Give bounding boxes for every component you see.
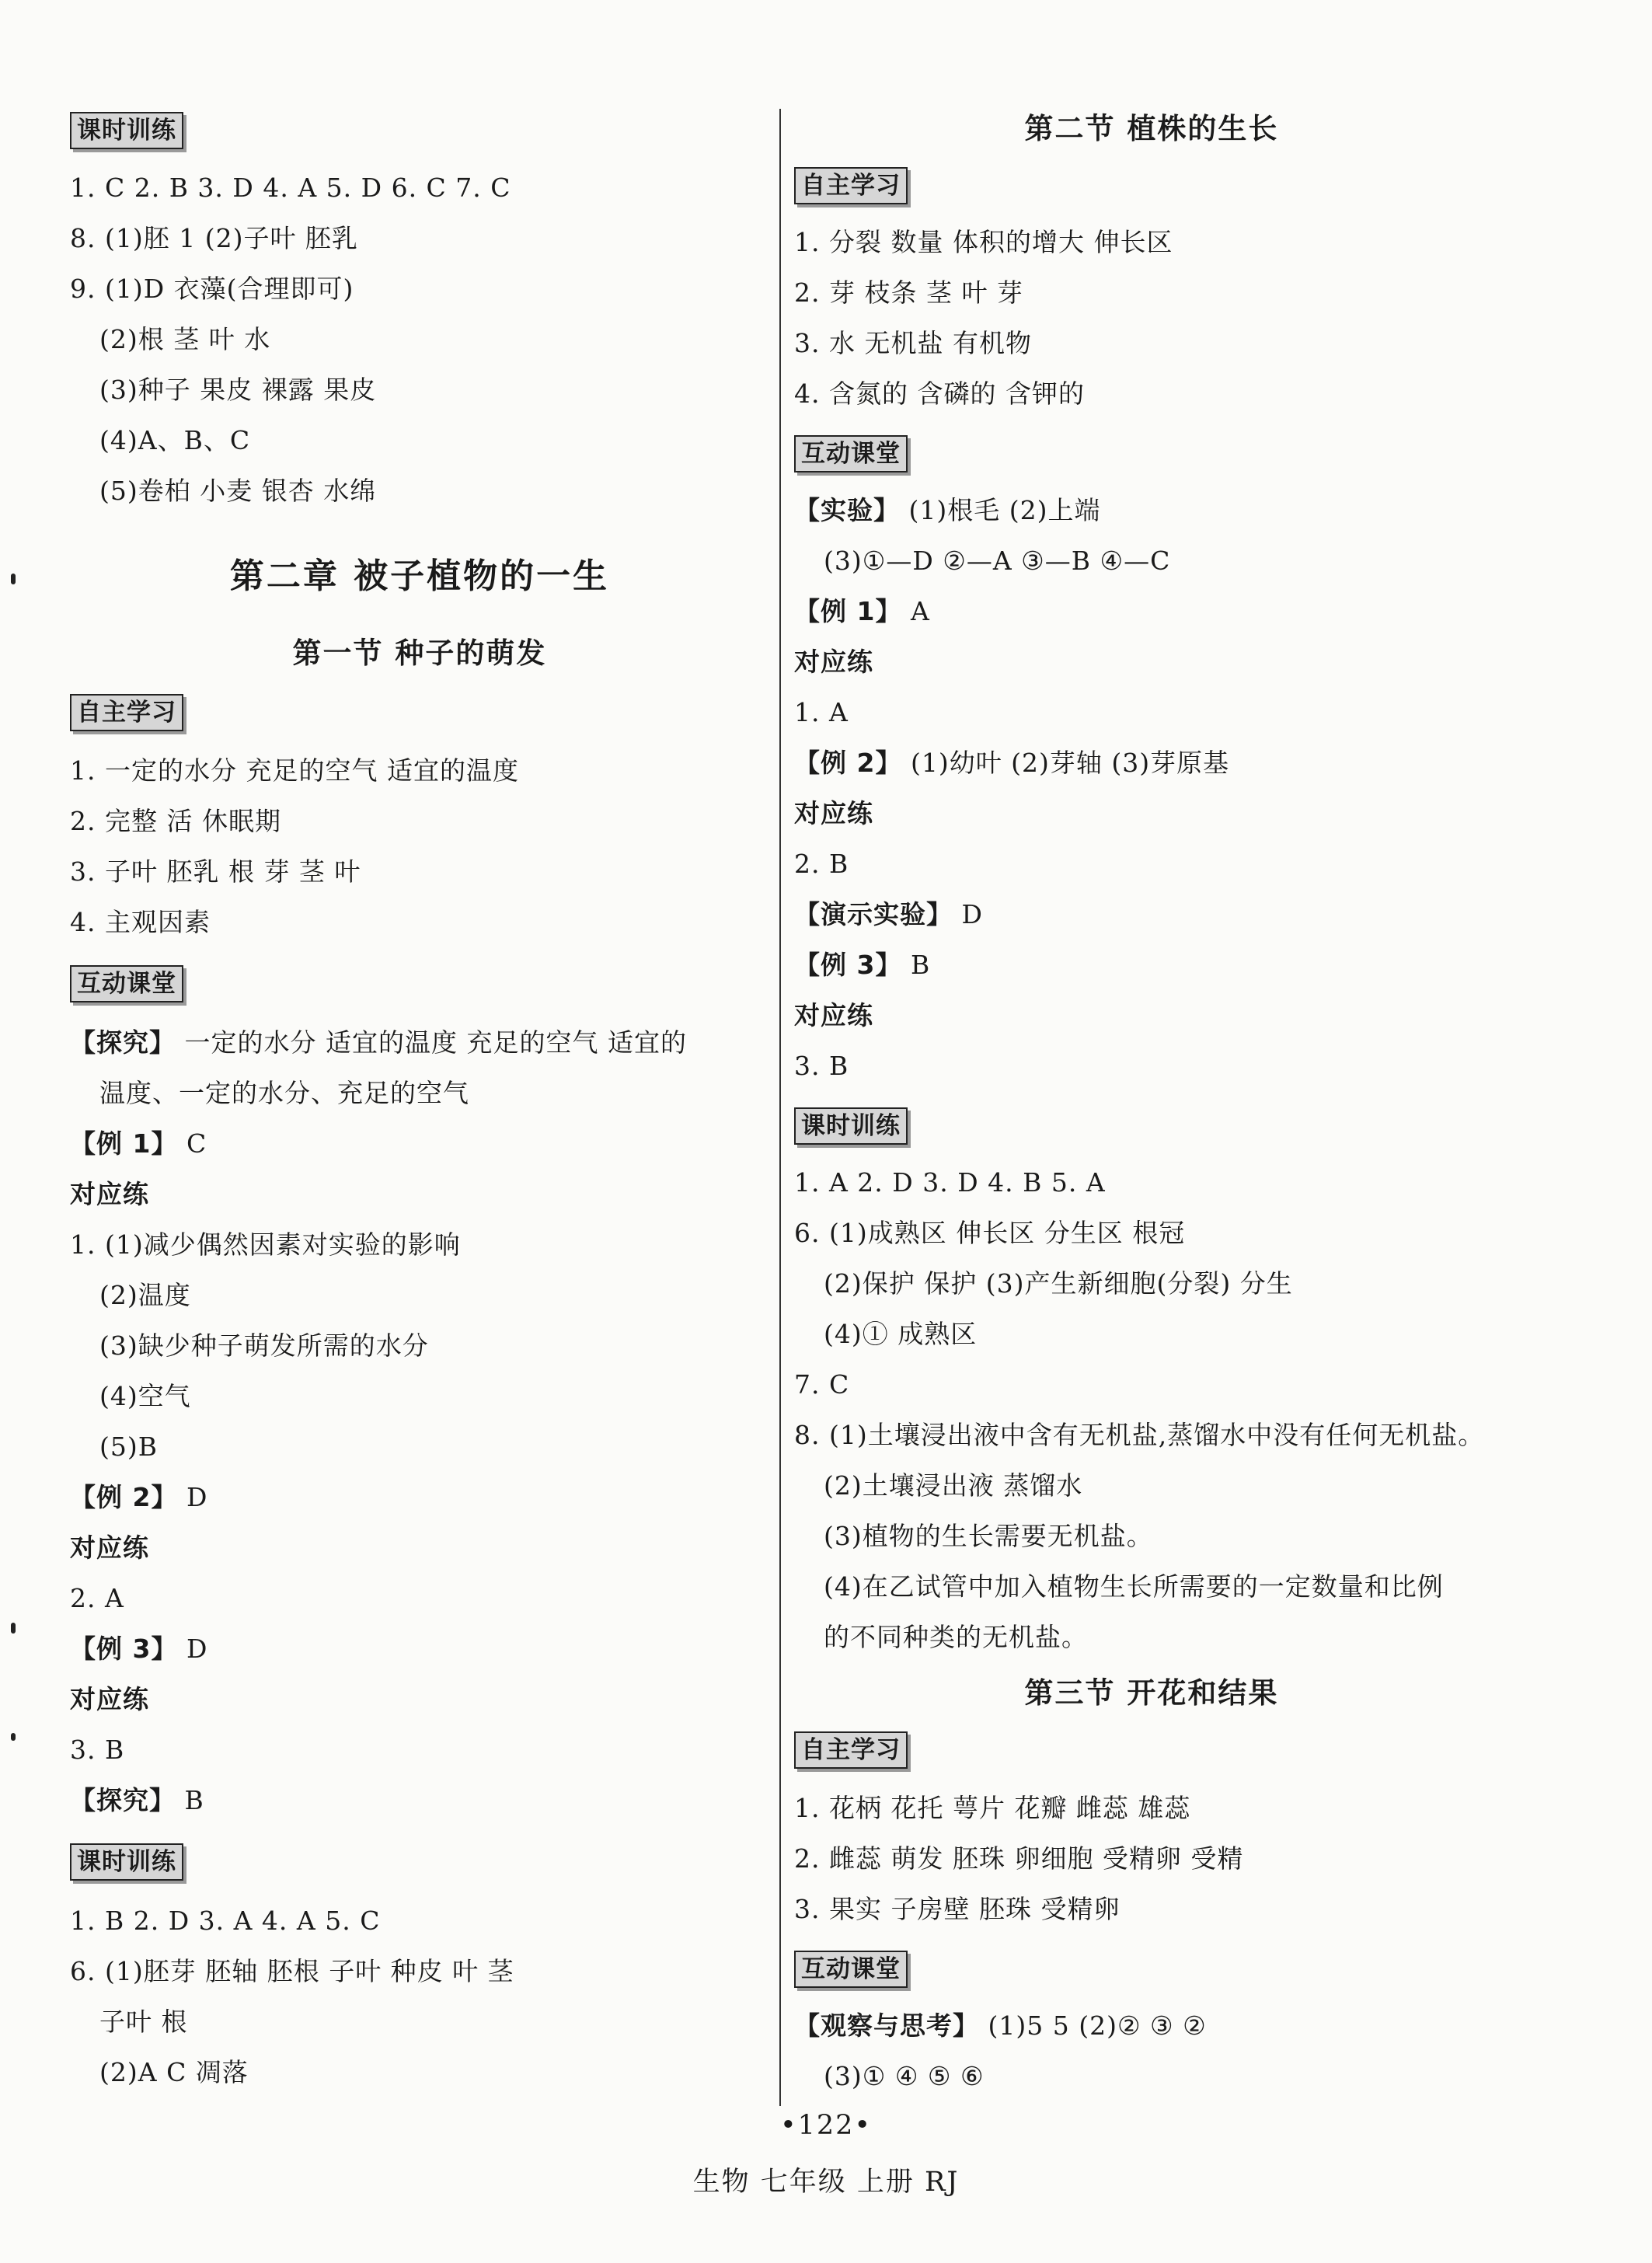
answer-line: 1. A 2. D 3. D 4. B 5. A	[794, 1167, 1106, 1198]
answer-line: 3. B	[794, 1051, 849, 1081]
bracket-label: 【例 1】	[70, 1128, 178, 1159]
subheading-duiyinglian: 对应练	[794, 798, 873, 828]
section-title: 第一节 种子的萌发	[292, 636, 547, 670]
answer-line: 8. (1)胚 1 (2)子叶 胚乳	[70, 223, 358, 253]
answer-line: 3. 水 无机盐 有机物	[794, 328, 1032, 358]
section-tag-zizhu-xuexi: 自主学习	[794, 167, 908, 204]
answer-line	[794, 595, 930, 629]
answer-text: (1)幼叶 (2)芽轴 (3)芽原基	[901, 748, 1230, 778]
page-number: •122•	[779, 2110, 873, 2141]
column-divider	[779, 109, 781, 2106]
answer-text: B	[901, 950, 931, 980]
bracket-label: 【探究】	[70, 1027, 176, 1058]
answer-text: 一定的水分 适宜的温度 充足的空气 适宜的	[176, 1027, 687, 1058]
answer-line: 1. (1)减少偶然因素对实验的影响	[70, 1229, 461, 1260]
answer-line: 1. B 2. D 3. A 4. A 5. C	[70, 1906, 381, 1936]
section-tag-zizhu-xuexi: 自主学习	[70, 694, 183, 731]
section-tag-hudong-ketang: 互动课堂	[70, 965, 183, 1002]
bracket-label: 【例 2】	[70, 1482, 178, 1512]
section-tag-hudong-ketang: 互动课堂	[794, 1951, 908, 1988]
answer-line: (3)种子 果皮 裸露 果皮	[99, 375, 377, 405]
bracket-label: 【例 3】	[794, 950, 902, 980]
answer-line: 温度、一定的水分、充足的空气	[99, 1078, 469, 1108]
answer-text: A	[901, 596, 930, 626]
answer-text: B	[176, 1785, 204, 1815]
answer-line	[70, 1026, 687, 1060]
answer-line	[70, 1784, 204, 1818]
answer-line: (4)A、B、C	[99, 425, 251, 455]
answer-line: (2)保护 保护 (3)产生新细胞(分裂) 分生	[824, 1268, 1293, 1299]
margin-mark	[11, 574, 16, 584]
section-tag-keshi-xunlian: 课时训练	[70, 112, 183, 149]
answer-line	[794, 948, 930, 982]
answer-line: (3)植物的生长需要无机盐。	[824, 1521, 1153, 1551]
answer-line: 2. 雌蕊 萌发 胚珠 卵细胞 受精卵 受精	[794, 1843, 1244, 1874]
answer-line	[794, 2009, 1207, 2043]
answer-line: (2)根 茎 叶 水	[99, 324, 271, 354]
answer-text: (1)5 5 (2)② ③ ②	[979, 2010, 1207, 2041]
answer-line	[794, 493, 1100, 528]
answer-line: (2)土壤浸出液 蒸馏水	[824, 1470, 1083, 1501]
answer-line: 1. 分裂 数量 体积的增大 伸长区	[794, 227, 1173, 257]
answer-text: D	[953, 899, 983, 929]
answer-text: C	[177, 1128, 207, 1159]
bracket-label: 【观察与思考】	[794, 2010, 979, 2041]
section-title: 第二节 植株的生长	[1024, 112, 1279, 145]
answer-line: (4)① 成熟区	[824, 1319, 978, 1349]
answer-line: 2. A	[70, 1583, 124, 1613]
answer-line: 6. (1)胚芽 胚轴 胚根 子叶 种皮 叶 茎	[70, 1956, 514, 1986]
answer-line: 1. C 2. B 3. D 4. A 5. D 6. C 7. C	[70, 173, 511, 203]
answer-line: (3)① ④ ⑤ ⑥	[824, 2061, 985, 2091]
answer-line: 3. 果实 子房壁 胚珠 受精卵	[794, 1894, 1121, 1924]
answer-line: 2. B	[794, 849, 849, 879]
answer-line: (4)空气	[99, 1381, 191, 1411]
answer-line: (4)在乙试管中加入植物生长所需要的一定数量和比例	[824, 1571, 1444, 1602]
section-tag-hudong-ketang: 互动课堂	[794, 435, 908, 472]
answer-line: 6. (1)成熟区 伸长区 分生区 根冠	[794, 1218, 1186, 1248]
answer-line: 4. 含氮的 含磷的 含钾的	[794, 378, 1085, 409]
subheading-duiyinglian: 对应练	[70, 1179, 149, 1209]
answer-line: 1. A	[794, 697, 849, 727]
answer-line: 2. 完整 活 休眠期	[70, 806, 281, 836]
answer-line	[70, 1632, 207, 1666]
answer-line: 8. (1)土壤浸出液中含有无机盐,蒸馏水中没有任何无机盐。	[794, 1420, 1485, 1450]
answer-line	[70, 1480, 207, 1515]
answer-line: (5)B	[99, 1431, 158, 1462]
answer-line: 1. 一定的水分 充足的空气 适宜的温度	[70, 755, 519, 786]
bracket-label: 【例 1】	[794, 596, 902, 626]
answer-text: D	[177, 1482, 208, 1512]
answer-line: 9. (1)D 衣藻(合理即可)	[70, 274, 354, 304]
answer-line: 子叶 根	[99, 2007, 188, 2037]
section-tag-zizhu-xuexi: 自主学习	[794, 1731, 908, 1769]
subheading-duiyinglian: 对应练	[794, 647, 873, 677]
section-tag-keshi-xunlian: 课时训练	[794, 1107, 908, 1145]
bracket-label: 【例 2】	[794, 748, 902, 778]
answer-line: 1. 花柄 花托 萼片 花瓣 雌蕊 雄蕊	[794, 1793, 1191, 1823]
answer-line: (2)A C 凋落	[99, 2057, 249, 2087]
answer-line: 3. B	[70, 1735, 125, 1765]
chapter-title: 第二章 被子植物的一生	[229, 556, 610, 596]
answer-line: (3)①—D ②—A ③—B ④—C	[824, 546, 1171, 576]
book-info: 生物 七年级 上册 RJ	[692, 2167, 960, 2198]
answer-line: (3)缺少种子萌发所需的水分	[99, 1330, 429, 1361]
answer-line: 4. 主观因素	[70, 907, 211, 937]
answer-text: (1)根毛 (2)上端	[900, 495, 1101, 525]
bracket-label: 【例 3】	[70, 1634, 178, 1664]
answer-line	[794, 898, 983, 932]
subheading-duiyinglian: 对应练	[794, 1000, 873, 1030]
section-title: 第三节 开花和结果	[1024, 1676, 1279, 1710]
answer-line	[70, 1127, 207, 1161]
answer-line: (2)温度	[99, 1280, 191, 1310]
answer-line: 的不同种类的无机盐。	[824, 1622, 1088, 1652]
subheading-duiyinglian: 对应练	[70, 1532, 149, 1563]
answer-line: 2. 芽 枝条 茎 叶 芽	[794, 277, 1023, 308]
margin-mark	[11, 1733, 16, 1741]
answer-line	[794, 746, 1229, 780]
subheading-duiyinglian: 对应练	[70, 1684, 149, 1714]
bracket-label: 【演示实验】	[794, 899, 953, 929]
answer-line: (5)卷柏 小麦 银杏 水绵	[99, 476, 377, 506]
bracket-label: 【实验】	[794, 495, 900, 525]
answer-text: D	[177, 1634, 208, 1664]
section-tag-keshi-xunlian: 课时训练	[70, 1843, 183, 1881]
bracket-label: 【探究】	[70, 1785, 176, 1815]
margin-mark	[11, 1623, 16, 1634]
answer-line: 7. C	[794, 1369, 850, 1400]
answer-line: 3. 子叶 胚乳 根 芽 茎 叶	[70, 856, 361, 887]
